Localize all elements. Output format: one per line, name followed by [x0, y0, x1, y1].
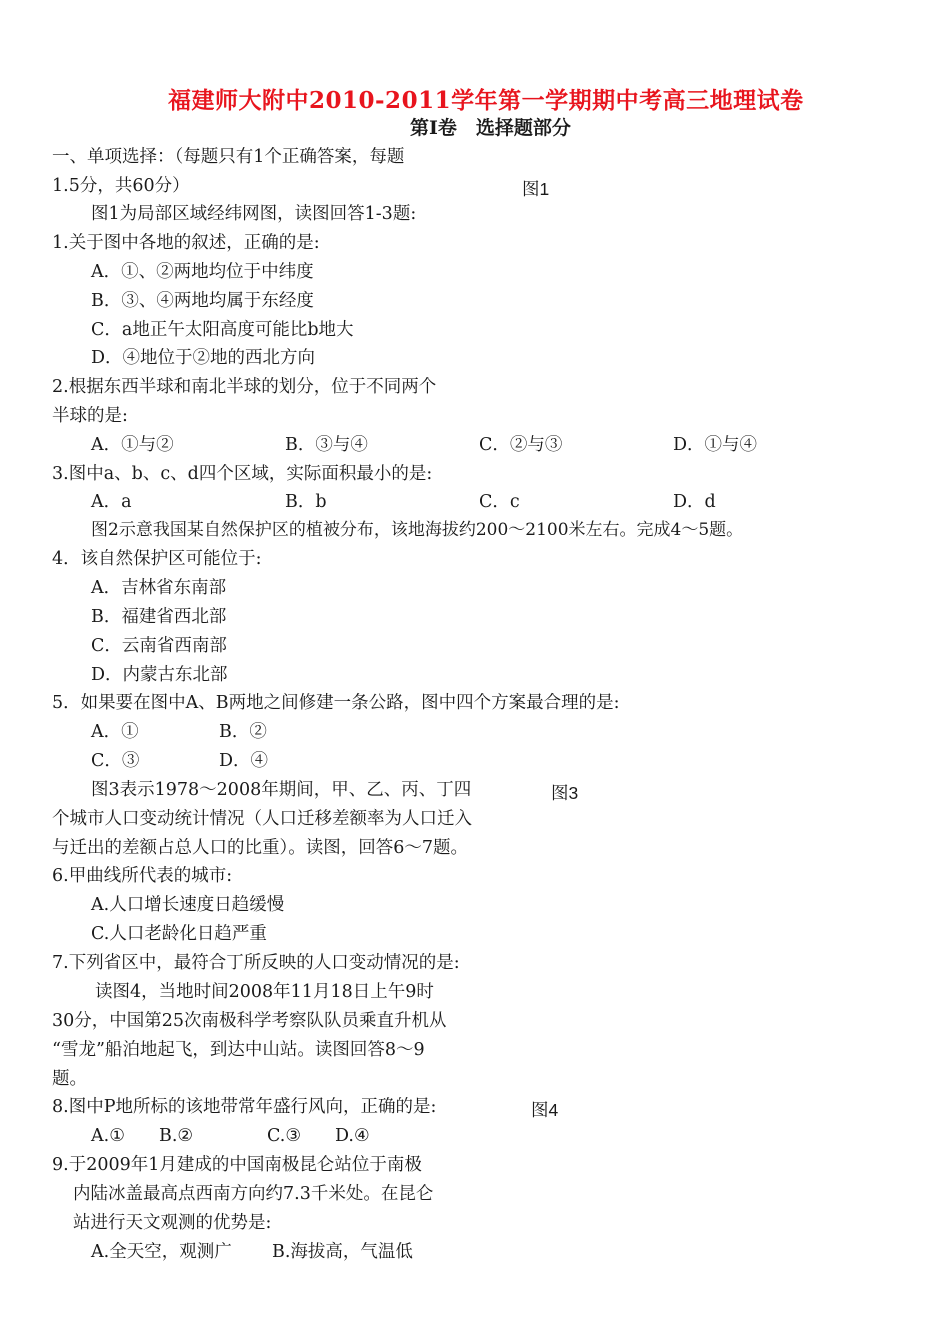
intro-figure-3-line2: 个城市人口变动统计情况（人口迁移差额率为人口迁入: [52, 809, 472, 829]
part-heading: 第Ⅰ卷 选择题部分: [410, 117, 571, 139]
question-5-option-d: D．④: [219, 751, 269, 771]
question-2-option-c: C．②与③: [479, 435, 563, 455]
question-2-stem-line2: 半球的是:: [52, 406, 128, 426]
question-5-option-a: A．①: [91, 722, 139, 742]
question-9-stem-line2: 内陆冰盖最高点西南方向约7.3千米处。在昆仑: [73, 1184, 434, 1204]
intro-figure-4-line3: “雪龙”船泊地起飞，到达中山站。读图回答8～9: [52, 1040, 425, 1060]
question-3-option-d: D．d: [673, 492, 716, 512]
question-2-option-b: B．③与④: [285, 435, 368, 455]
section-heading-line1: 一、单项选择：（每题只有1个正确答案，每题: [52, 147, 405, 167]
question-6-stem: 6.甲曲线所代表的城市:: [52, 866, 233, 886]
question-3-options: [91, 491, 867, 513]
question-5-options-row1: [91, 721, 347, 743]
question-1-stem: 1.关于图中各地的叙述，正确的是:: [52, 233, 320, 253]
question-9-option-b: B.海拔高，气温低: [272, 1242, 413, 1262]
figure-4-label: 图4: [531, 1100, 559, 1120]
question-2-stem-line1: 2.根据东西半球和南北半球的划分，位于不同两个: [52, 377, 437, 397]
question-6-option-a: A.人口增长速度日趋缓慢: [91, 895, 285, 915]
question-3-option-b: B．b: [285, 492, 327, 512]
question-2-option-a: A．①与②: [91, 435, 174, 455]
question-3-stem: 3.图中a、b、c、d四个区域，实际面积最小的是:: [52, 464, 433, 484]
question-6-option-c: C.人口老龄化日趋严重: [91, 924, 267, 944]
question-5-stem: 5．如果要在图中A、B两地之间修建一条公路，图中四个方案最合理的是:: [52, 693, 620, 713]
question-4-option-a: A．吉林省东南部: [91, 578, 227, 598]
exam-title: 福建师大附中2010-2011学年第一学期期中考高三地理试卷: [168, 87, 804, 114]
question-1-option-b: B．③、④两地均属于东经度: [91, 291, 314, 311]
intro-figure-3-line1: 图3表示1978～2008年期间，甲、乙、丙、丁四: [91, 780, 472, 800]
question-8-option-d: D.④: [335, 1126, 370, 1146]
question-3-option-a: A．a: [91, 492, 132, 512]
question-4-option-b: B．福建省西北部: [91, 607, 227, 627]
question-5-option-b: B．②: [219, 722, 267, 742]
question-9-stem-line1: 9.于2009年1月建成的中国南极昆仑站位于南极: [52, 1155, 422, 1175]
section-heading-line2: 1.5分，共60分）: [52, 176, 190, 196]
question-5-options-row2: [91, 750, 347, 772]
question-2-options: [91, 434, 867, 456]
question-7-stem: 7.下列省区中，最符合丁所反映的人口变动情况的是:: [52, 953, 460, 973]
question-8-option-a: A.①: [91, 1126, 125, 1146]
figure-1-label: 图1: [522, 179, 550, 199]
question-1-option-d: D．④地位于②地的西北方向: [91, 348, 316, 368]
intro-figure-2: 图2示意我国某自然保护区的植被分布，该地海拔约200～2100米左右。完成4～5题。: [91, 520, 744, 540]
question-4-option-c: C．云南省西南部: [91, 636, 227, 656]
figure-3-label: 图3: [551, 783, 579, 803]
intro-figure-1: 图1为局部区域经纬网图，读图回答1-3题:: [91, 204, 417, 224]
question-8-option-c: C.③: [267, 1126, 302, 1146]
question-1-option-c: C．a地正午太阳高度可能比b地大: [91, 320, 354, 340]
intro-figure-4-line1: 读图4，当地时间2008年11月18日上午9时: [95, 982, 434, 1002]
question-1-option-a: A．①、②两地均位于中纬度: [91, 262, 314, 282]
question-4-option-d: D．内蒙古东北部: [91, 665, 228, 685]
question-5-option-c: C．③: [91, 751, 140, 771]
intro-figure-4-line4: 题。: [52, 1069, 87, 1089]
question-3-option-c: C．c: [479, 492, 520, 512]
question-9-option-a: A.全天空，观测广: [91, 1242, 232, 1262]
question-8-options: [91, 1125, 403, 1147]
question-8-stem: 8.图中P地所标的该地带常年盛行风向，正确的是:: [52, 1097, 437, 1117]
intro-figure-4-line2: 30分，中国第25次南极科学考察队队员乘直升机从: [52, 1011, 447, 1031]
question-9-stem-line3: 站进行天文观测的优势是:: [73, 1213, 272, 1233]
question-8-option-b: B.②: [159, 1126, 194, 1146]
question-2-option-d: D．①与④: [673, 435, 758, 455]
question-9-options: [91, 1241, 413, 1263]
intro-figure-3-line3: 与迁出的差额占总人口的比重）。读图，回答6～7题。: [52, 838, 469, 858]
question-4-stem: 4．该自然保护区可能位于:: [52, 549, 262, 569]
